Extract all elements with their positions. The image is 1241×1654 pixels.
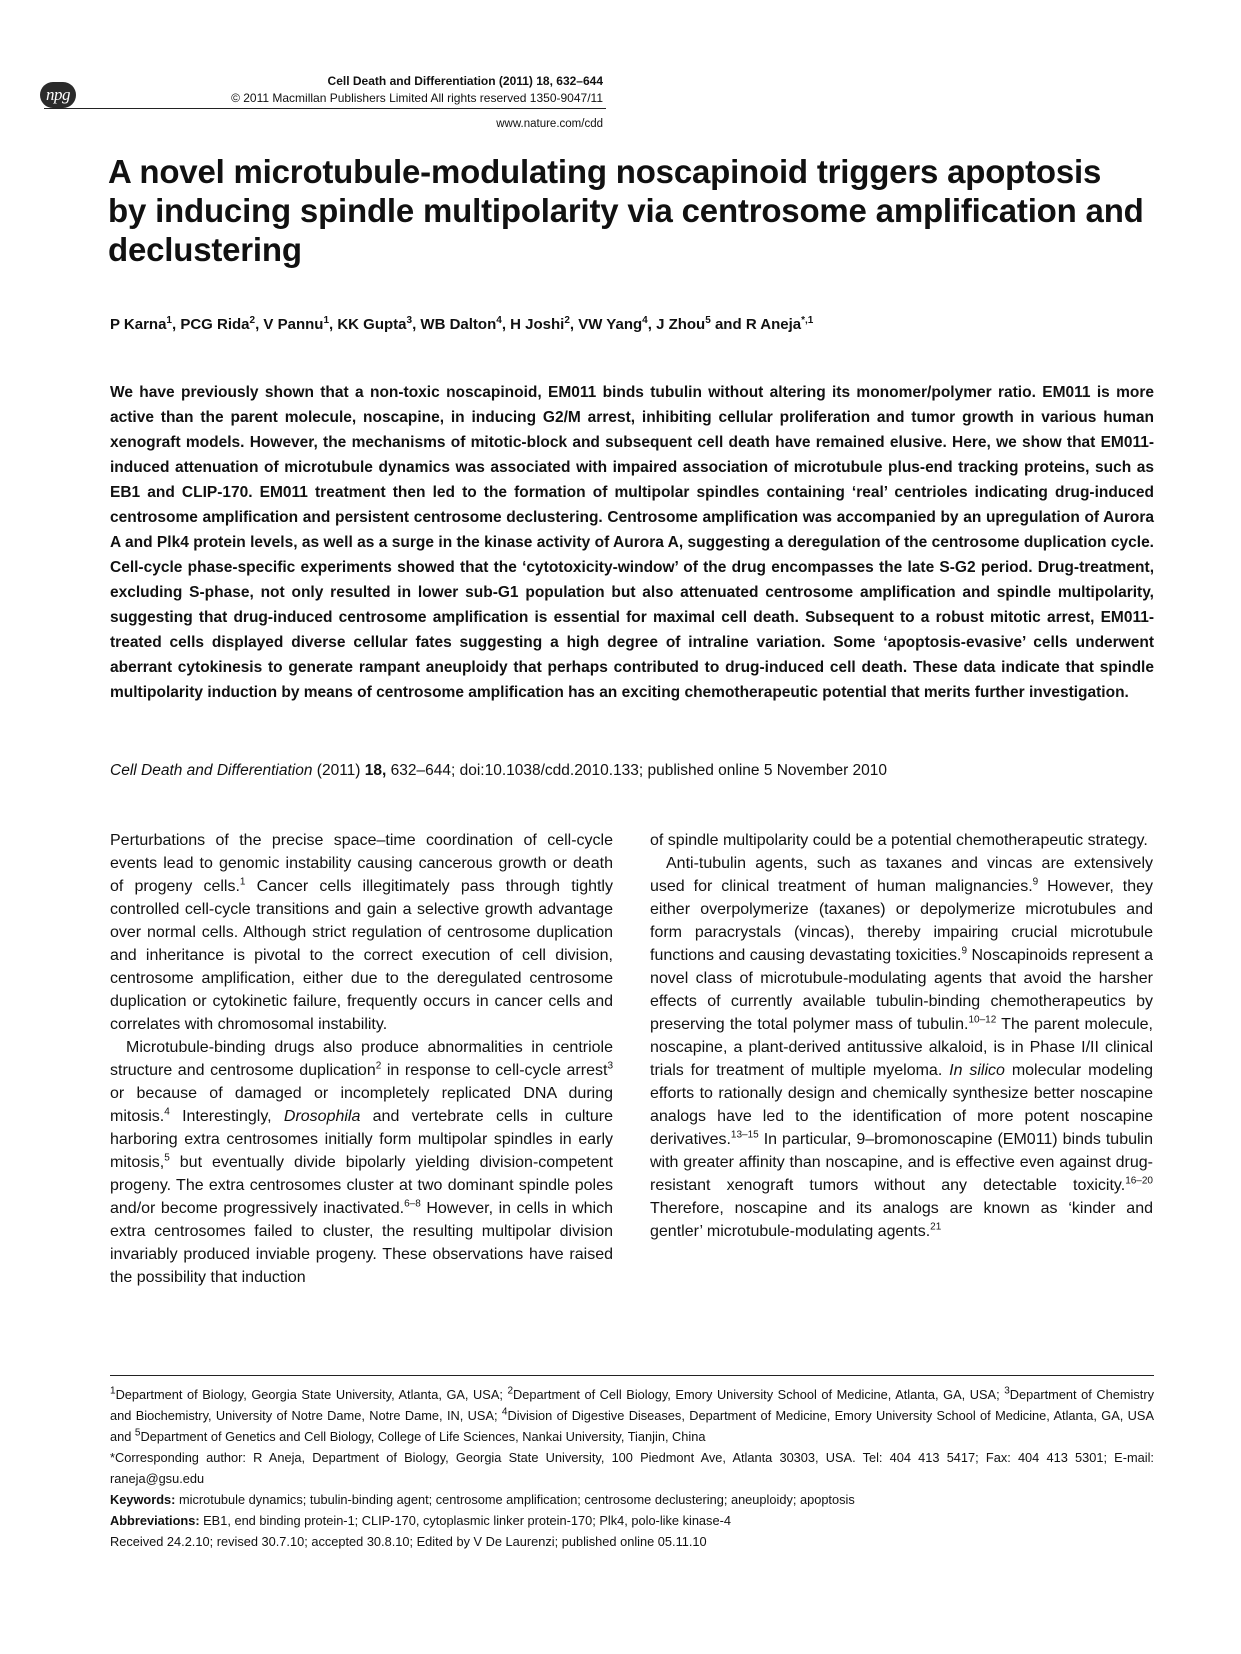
author-name: VW Yang — [578, 316, 643, 333]
text-run: Department of Cell Biology, Emory University School of Medicine, Atlanta, GA, USA; — [513, 1387, 1005, 1402]
body-paragraph — [110, 829, 613, 1036]
reference-superscript: 4 — [501, 1406, 508, 1418]
author-name: PCG Rida — [180, 316, 250, 333]
keywords — [110, 1489, 1154, 1510]
author-affiliation-mark: 4 — [496, 315, 502, 326]
body-column-left — [110, 829, 613, 1289]
citation-details: 632–644; doi:10.1038/cdd.2010.133; published online 5 November 2010 — [386, 762, 888, 779]
author-name: H Joshi — [510, 316, 565, 333]
author-affiliation-mark: 3 — [406, 315, 413, 326]
corresponding-author: *Corresponding author: R Aneja, Department of Biology, Georgia State University, 100 Piedmont Ave, Atlanta 30303, USA. Tel: 404 413 5417; Fax: 404 413 5301; E-mail: raneja@gsu.edu — [110, 1450, 1154, 1486]
reference-superscript: 13–15 — [730, 1129, 759, 1141]
reference-superscript: 1 — [110, 1385, 116, 1397]
text-run: or because of damaged or incompletely replicated DNA during mitosis. — [110, 1085, 613, 1125]
text-run: Interestingly, — [169, 1108, 284, 1125]
text-run: Department of Genetics and Cell Biology, College of Life Sciences, Nankai University, Tianjin, China — [140, 1429, 706, 1444]
text-run: Department of Chemistry and Biochemistry, University of Notre Dame, Notre Dame, IN, USA; — [110, 1387, 1154, 1423]
author-separator: , — [647, 316, 657, 333]
author-name: WB Dalton — [420, 316, 497, 333]
reference-superscript: 1 — [239, 876, 246, 888]
author-name: V Pannu — [263, 316, 324, 333]
author-list — [110, 316, 813, 333]
author-affiliation-mark: *,1 — [801, 315, 814, 326]
body-paragraph — [650, 829, 1153, 852]
abbreviations-label: Abbreviations: — [110, 1513, 200, 1528]
text-run: of spindle multipolarity could be a potential chemotherapeutic strategy. — [650, 832, 1148, 849]
author-affiliation-mark: 4 — [642, 315, 648, 326]
author-affiliation-mark: 2 — [564, 315, 570, 326]
author-name: J Zhou — [656, 316, 706, 333]
text-run: Therefore, noscapine and its analogs are known as ‘kinder and gentler’ microtubule-modulating agents. — [650, 1200, 1153, 1240]
author-separator: and — [710, 316, 746, 333]
reference-superscript: 4 — [164, 1106, 170, 1118]
author-separator: , — [412, 316, 421, 333]
text-run: Microtubule-binding drugs also produce abnormalities in centriole structure and centrosome duplication — [110, 1039, 613, 1079]
author-separator: , — [501, 316, 511, 333]
abbreviations-text: EB1, end binding protein-1; CLIP-170, cytoplasmic linker protein-170; Plk4, polo-like kinase-4 — [199, 1513, 731, 1528]
reference-superscript: 5 — [134, 1427, 141, 1439]
author-name: R Aneja — [745, 316, 802, 333]
author-name: P Karna — [110, 316, 167, 333]
article-title: A novel microtubule-modulating noscapinoid triggers apoptosis by inducing spindle multipolarity via centrosome amplification and declustering — [108, 153, 1144, 268]
author-affiliation-mark: 5 — [705, 315, 711, 326]
text-run: However, in cells in which extra centrosomes failed to cluster, the resulting multipolar division invariably produced inviable progeny. These observations have raised the possibility that induction — [110, 1200, 613, 1286]
keywords-label: Keywords: — [110, 1492, 176, 1507]
author-separator: , — [329, 316, 338, 333]
reference-superscript: 2 — [507, 1385, 514, 1397]
citation-year: (2011) — [312, 762, 365, 779]
reference-superscript: 5 — [164, 1152, 170, 1164]
text-run: but eventually divide bipolarly yielding division-competent progeny. The extra centrosomes cluster at two dominant spindle poles and/or become progressively inactivated. — [110, 1154, 613, 1217]
reference-superscript: 3 — [607, 1060, 613, 1072]
text-run: Perturbations of the precise space–time coordination of cell-cycle events lead to genomic instability causing cancerous growth or death of progeny cells. — [110, 832, 613, 895]
reference-superscript: 6–8 — [404, 1198, 421, 1210]
header-rule — [44, 108, 606, 109]
citation-volume: 18, — [364, 762, 387, 779]
author-name: KK Gupta — [337, 316, 407, 333]
text-run: Cancer cells illegitimately pass through tightly controlled cell-cycle transitions and gain a selective growth advantage over normal cells. Although strict regulation of centrosome duplication and inheritance is pivotal to the correct execution of cell division, centrosome amplification, either due to the deregulated centrosome duplication or cytokinetic failure, frequently occurs in cancer cells and correlates with chromosomal instability. — [110, 878, 613, 1033]
author-affiliation-mark: 2 — [249, 315, 256, 326]
author-separator: , — [171, 316, 181, 333]
article-citation — [110, 762, 887, 780]
text-run: Division of Digestive Diseases, Department of Medicine, Emory University School of Medicine, Atlanta, GA, USA and — [110, 1408, 1154, 1444]
reference-superscript: 9 — [1032, 876, 1039, 888]
keywords-text: microtubule dynamics; tubulin-binding agent; centrosome amplification; centrosome declustering; aneuploidy; apoptosis — [175, 1492, 855, 1507]
text-run: However, they either overpolymerize (taxanes) or depolymerize microtubules and form paracrystals (vincas), thereby impairing crucial microtubule functions and causing devastating toxicities. — [650, 878, 1153, 964]
reference-superscript: 9 — [961, 945, 968, 957]
author-affiliation-mark: 1 — [166, 315, 172, 326]
footnotes — [110, 1384, 1154, 1552]
author-separator: , — [569, 316, 579, 333]
reference-superscript: 16–20 — [1125, 1175, 1153, 1187]
npg-logo: npg — [40, 82, 76, 108]
copyright-line: © 2011 Macmillan Publishers Limited All rights reserved 1350-9047/11 — [231, 91, 603, 105]
text-run: The parent molecule, noscapine, a plant-derived antitussive alkaloid, is in Phase I/II clinical trials for treatment of multiple myeloma. — [650, 1016, 1153, 1079]
body-column-right — [650, 829, 1153, 1243]
text-run: molecular modeling efforts to rationally design and chemically synthesize better noscapine analogs have led to the identification of more potent noscapine derivatives. — [650, 1062, 1154, 1148]
footnote-rule — [110, 1375, 1154, 1376]
journal-citation-header: Cell Death and Differentiation (2011) 18, 632–644 — [327, 74, 603, 88]
text-run: and vertebrate cells in culture harboring extra centrosomes initially form multipolar spindles in early mitosis, — [110, 1108, 613, 1171]
text-run: In particular, 9–bromonoscapine (EM011) binds tubulin with greater affinity than noscapine, and is effective even against drug-resistant xenograft tumors without any detectable toxicity. — [650, 1131, 1153, 1194]
body-paragraph — [110, 1036, 613, 1289]
abbreviations — [110, 1510, 1154, 1531]
affiliations — [110, 1384, 1154, 1447]
text-run: Anti-tubulin agents, such as taxanes and vincas are extensively used for clinical treatment of human malignancies. — [650, 855, 1153, 895]
journal-url-link[interactable]: www.nature.com/cdd — [496, 118, 603, 130]
text-run: Department of Biology, Georgia State University, Atlanta, GA, USA; — [115, 1387, 508, 1402]
reference-superscript: 3 — [1004, 1385, 1010, 1397]
body-paragraph — [650, 852, 1153, 1243]
author-affiliation-mark: 1 — [323, 315, 329, 326]
text-run: Noscapinoids represent a novel class of microtubule-modulating agents that avoid the harsher effects of currently available tubulin-binding chemotherapeutics by preserving the total polymer mass of tubulin. — [650, 947, 1154, 1033]
author-separator: , — [255, 316, 264, 333]
italic-term: In silico — [949, 1062, 1005, 1079]
text-run: in response to cell-cycle arrest — [381, 1062, 608, 1079]
abstract: We have previously shown that a non-toxic noscapinoid, EM011 binds tubulin without altering its monomer/polymer ratio. EM011 is more active than the parent molecule, noscapine, in inducing G2/M arrest, inhibiting cellular proliferation and tumor growth in various human xenograft models. However, the mechanisms of mitotic-block and subsequent cell death have remained elusive. Here, we show that EM011-induced attenuation of microtubule dynamics was associated with impaired association of microtubule plus-end tracking proteins, such as EB1 and CLIP-170. EM011 treatment then led to the formation of multipolar spindles containing ‘real’ centrioles indicating drug-induced centrosome amplification and persistent centrosome declustering. Centrosome amplification was accompanied by an upregulation of Aurora A and Plk4 protein levels, as well as a surge in the kinase activity of Aurora A, suggesting a deregulation of the centrosome duplication cycle. Cell-cycle phase-specific experiments showed that the ‘cytotoxicity-window’ of the drug encompasses the late S-G2 period. Drug-treatment, excluding S-phase, not only resulted in lower sub-G1 population but also attenuated centrosome amplification and spindle multipolarity, suggesting that drug-induced centrosome amplification is essential for maximal cell death. Subsequent to a robust mitotic arrest, EM011-treated cells displayed diverse cellular fates suggesting a high degree of intraline variation. Some ‘apoptosis-evasive’ cells underwent aberrant cytokinesis to generate rampant aneuploidy that perhaps contributed to drug-induced cell death. These data indicate that spindle multipolarity induction by means of centrosome amplification has an exciting chemotherapeutic potential that merits further investigation. — [110, 384, 1154, 701]
reference-superscript: 2 — [375, 1060, 382, 1072]
reference-superscript: 10–12 — [968, 1014, 997, 1026]
reference-superscript: 21 — [930, 1221, 942, 1233]
received-dates: Received 24.2.10; revised 30.7.10; accepted 30.8.10; Edited by V De Laurenzi; published online 05.11.10 — [110, 1534, 707, 1549]
italic-term: Drosophila — [283, 1108, 361, 1125]
citation-journal: Cell Death and Differentiation — [110, 762, 313, 779]
